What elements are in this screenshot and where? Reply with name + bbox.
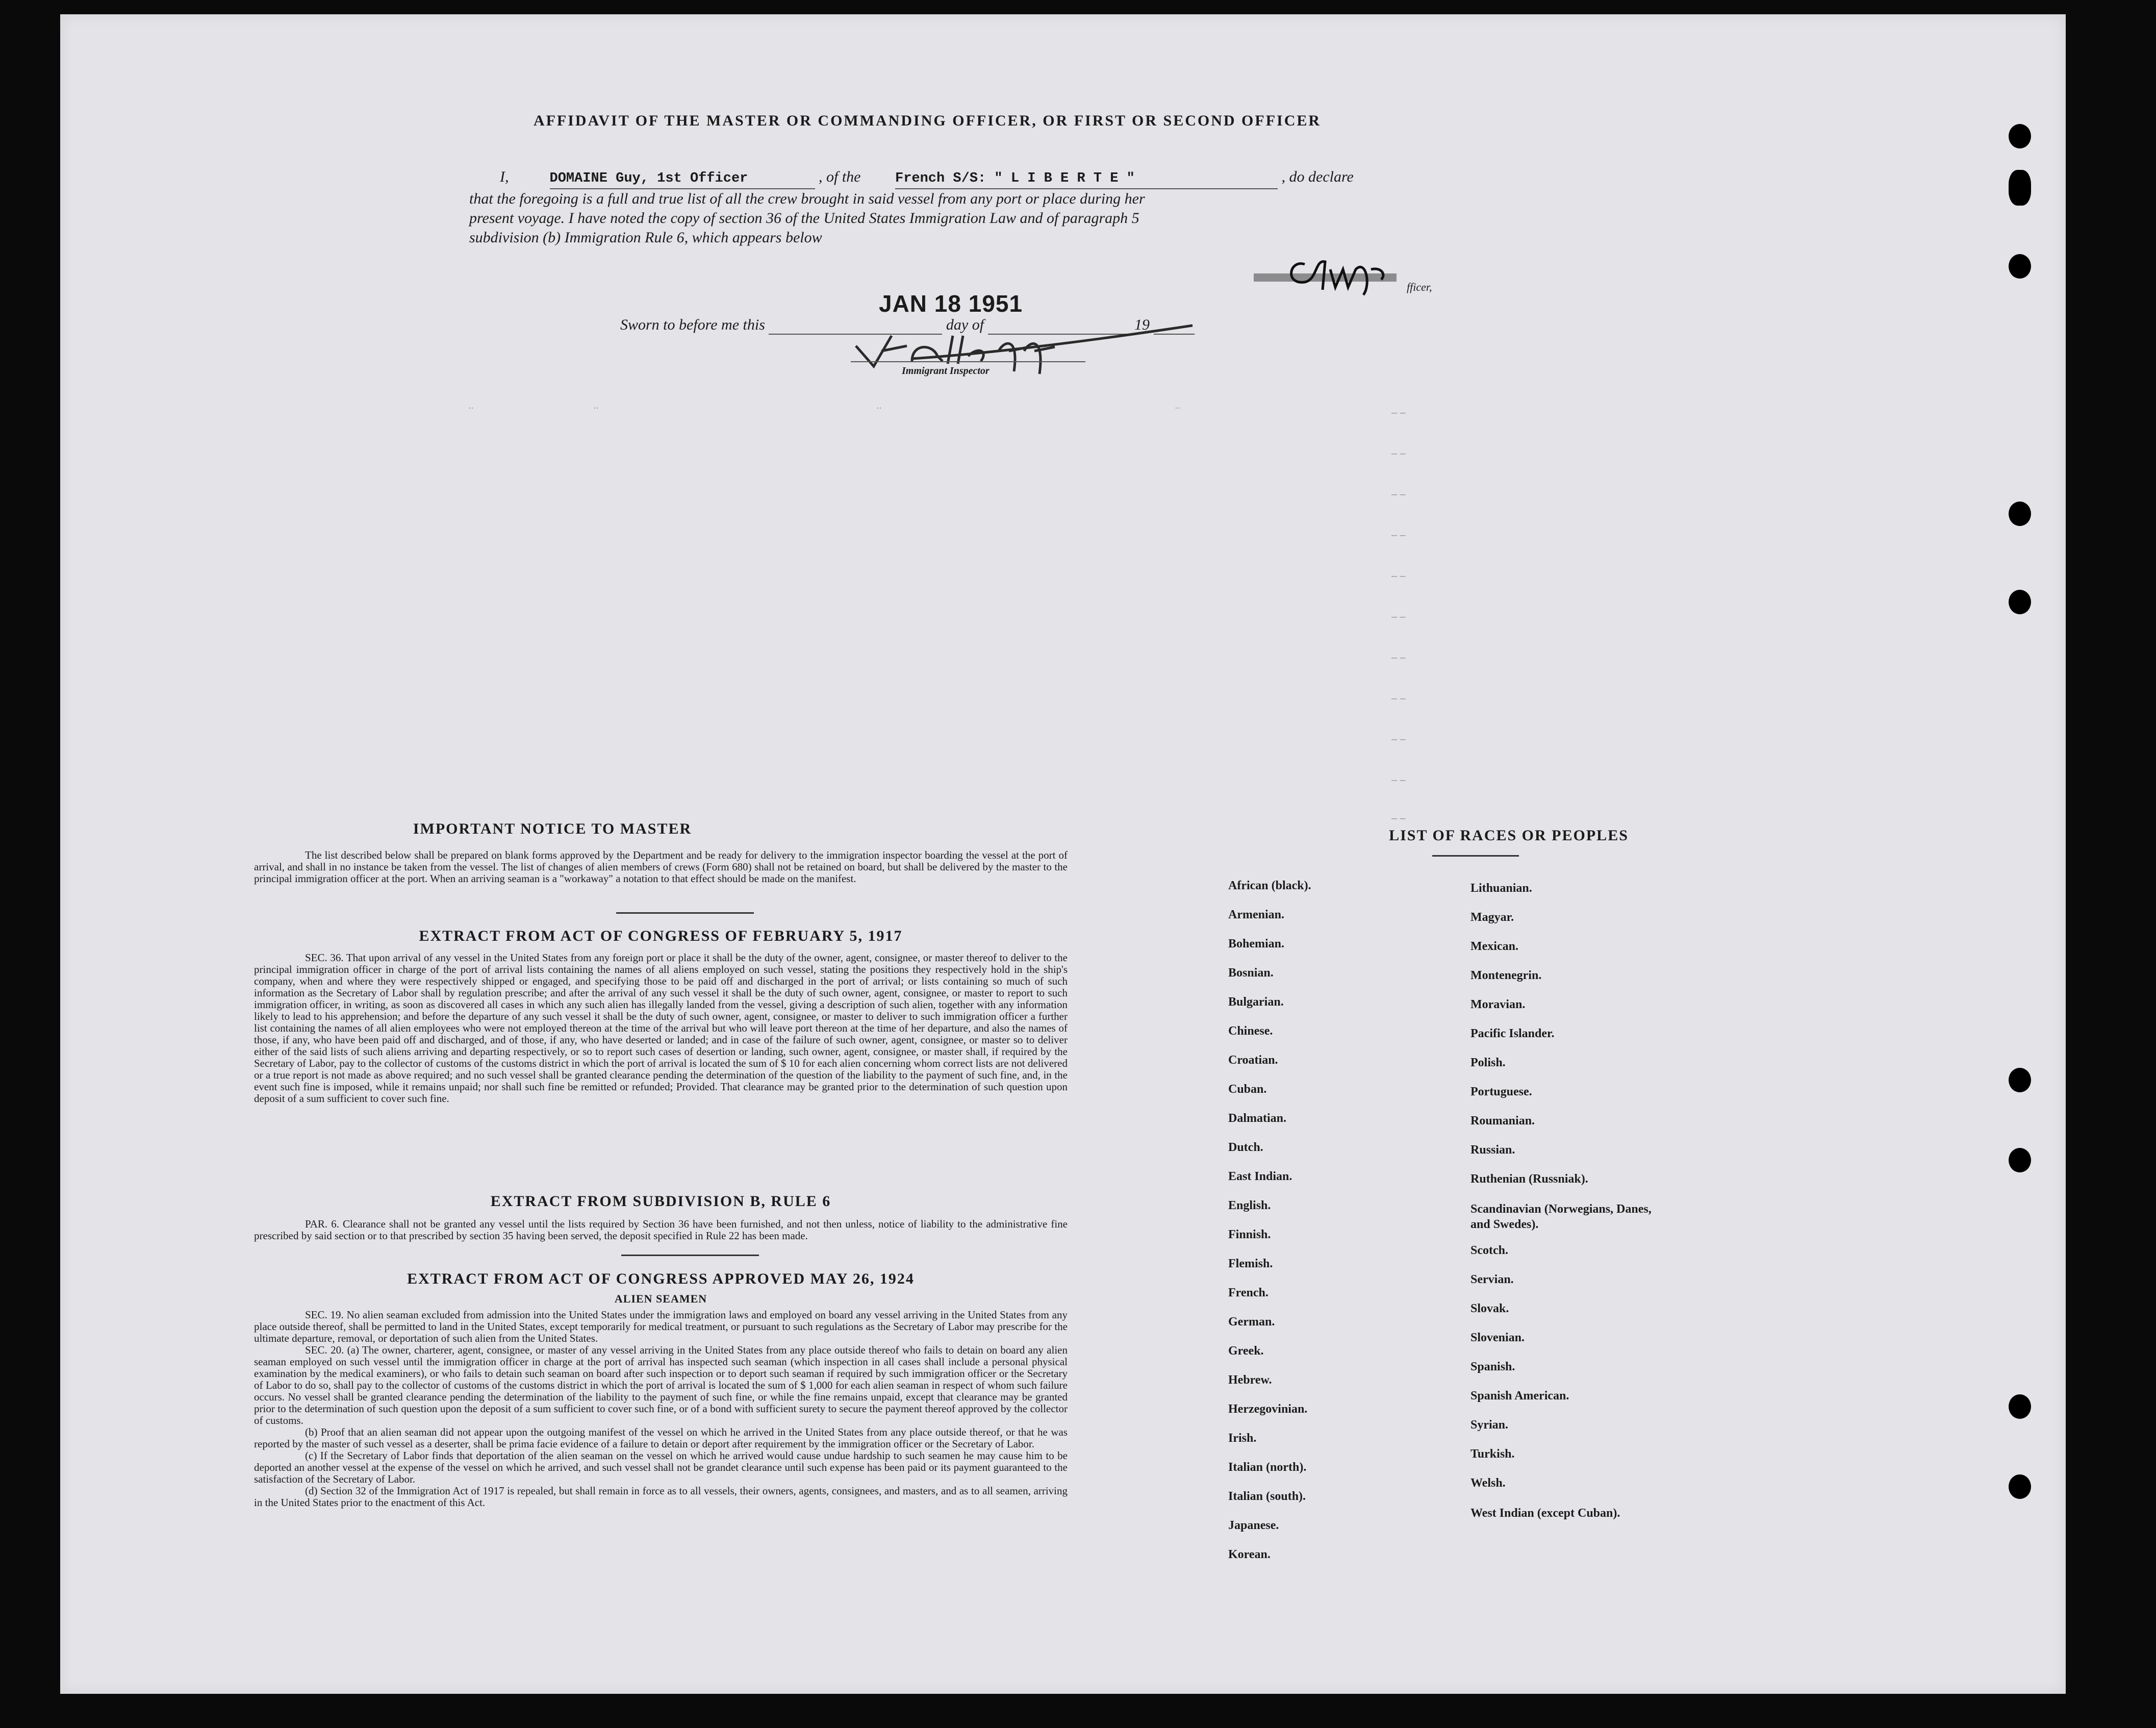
subdivision-b-text: PAR. 6. Clearance shall not be granted any vessel until the lists required by Section 36 have been furnished, and not then unless, notice of liability to the administrative fine prescribed by said section or to that prescribed by section 35 having been served, the deposit specified in Rule 22 has been made. [254,1218,1068,1242]
race-item: Cuban. [1228,1083,1267,1096]
race-item: Korean. [1228,1548,1271,1561]
year-prefix: 19 [1134,316,1150,333]
race-item: Syrian. [1470,1418,1509,1432]
extract-1917-heading: EXTRACT FROM ACT OF CONGRESS OF FEBRUARY 5, 1917 [419,928,903,944]
officer-suffix: fficer, [1407,281,1432,293]
alien-seamen-subheading: ALIEN SEAMEN [614,1292,707,1305]
race-item: Spanish American. [1470,1389,1569,1403]
race-item: Portuguese. [1470,1085,1532,1098]
race-item: Slovenian. [1470,1331,1525,1344]
race-item: Lithuanian. [1470,882,1532,895]
do-declare-label: , do declare [1281,168,1354,185]
race-item: Moravian. [1470,998,1526,1011]
punch-hole [2009,1068,2031,1092]
notice-text: The list described below shall be prepared on blank forms approved by the Department and be ready for delivery to the immigration inspector boarding the vessel at the port of arrival, and shall in no instance be taken from the vessel. The list of changes of alien members of crews (Form 680) shall not be retained on board, but shall be delivered by the master to the principal immigration officer at the port. When an arriving seaman is a "workaway" a notation to that effect should be made on the manifest. [254,849,1068,885]
race-item: Ruthenian (Russniak). [1470,1172,1588,1186]
race-item: Bosnian. [1228,966,1274,980]
sworn-label: Sworn to before me this [620,316,765,333]
affidavit-line: that the foregoing is a full and true list of all the crew brought in said vessel from any port or place during her [469,190,1145,207]
affidavit-line: subdivision (b) Immigration Rule 6, which appears below [469,229,822,246]
notice-heading: IMPORTANT NOTICE TO MASTER [413,820,692,837]
race-item: Magyar. [1470,911,1514,924]
race-item: Spanish. [1470,1360,1515,1373]
punch-hole [2009,1394,2031,1419]
race-item: Croatian. [1228,1054,1278,1067]
affidavit-line: present voyage. I have noted the copy of section 36 of the United States Immigration Law and of paragraph 5 [469,210,1139,227]
races-heading: LIST OF RACES OR PEOPLES [1389,827,1629,844]
day-of-label: day of [946,316,984,333]
punch-hole [2009,502,2031,526]
divider [616,912,754,914]
race-item: Flemish. [1228,1257,1273,1270]
race-item: African (black). [1228,879,1311,892]
extract-1917-text: SEC. 36. That upon arrival of any vessel in the United States from any foreign port or place it shall be the duty of the owner, agent, consignee, or master thereof to deliver to the principal immigration officer in charge of the port of arrival lists containing the names of all aliens employed on such vessel, stating the positions they respectively hold in the ship's company, when and where they were respectively shipped or engaged, and specifying those to be paid off and discharged in the port of arrival; or lists containing so much of such information as the Secretary of Labor shall by regulation prescribe; and after the arrival of any such vessel it shall be the duty of such owner, agent, consignee, or master to report to such immigration officer, in writing, as soon as discovered all cases in which any such alien has illegally landed from the vessel, giving a description of such alien, together with any information likely to lead to his apprehension; and before the departure of any such vessel it shall be the duty of such owner, agent, consignee, or master to deliver to such immigration officer a further list containing the names of all alien employees who were not employed thereon at the time of the arrival but who will leave port thereon at the time of her departure, and also the names of those, if any, who have been paid off and discharged, and of those, if any, who have deserted or landed; and in case of the failure of such owner, agent, consignee, or master so to deliver either of the said lists of such aliens arriving and departing respectively, or so to report such cases of desertion or landing, such owner, agent, consignee, or master shall, if required by the Secretary of Labor, pay to the collector of customs of the customs district in which the port of arrival is located the sum of $ 10 for each alien concerning whom correct lists are not delivered or a true report is not made as above required; and no such vessel shall be granted clearance pending the determination of the question of the liability to the payment of such fine, and, in the event such fine is imposed, while it remains unpaid; nor shall such fine be remitted or refunded; Provided. That clearance may be granted prior to the determination of such question upon deposit of a sum sufficient to cover such fine. [254,951,1068,1105]
race-item: Dalmatian. [1228,1112,1286,1125]
inspector-line [851,361,1085,362]
divider [621,1255,759,1256]
race-item: Pacific Islander. [1470,1027,1555,1040]
sec-19-text: SEC. 19. No alien seaman excluded from admission into the United States under the immigration laws and employed on board any vessel arriving in the United States from any place outside thereof, shall be permitted to land in the United States, except temporarily for medical treatment, or pursuant to such regulations as the Secretary of Labor may prescribe for the ultimate departure, removal, or deportation of such alien from the United States. [254,1309,1068,1344]
race-item: West Indian (except Cuban). [1470,1507,1620,1520]
sec-20c-text: (c) If the Secretary of Labor finds that deportation of the alien seaman on the vessel on which he arrived would cause undue hardship to such seamen he may cause him to be deported an another vessel at the expense of the vessel on which he arrived, and such vessel shall not be grandet clearance until such expense has been paid or its payment guaranteed to the satisfaction of the Secretary of Labor. [254,1449,1068,1485]
race-item: Montenegrin. [1470,969,1542,982]
race-item: Turkish. [1470,1447,1515,1461]
punch-hole [2009,254,2031,279]
race-item: Scotch. [1470,1244,1508,1257]
race-item: Italian (north). [1228,1461,1307,1474]
race-item: Herzegovinian. [1228,1403,1308,1416]
i-label: I, [500,168,509,185]
divider [1432,855,1519,857]
race-item: French. [1228,1286,1269,1299]
race-item: Bulgarian. [1228,995,1284,1009]
officer-name-field[interactable]: DOMAINE Guy, 1st Officer [550,169,815,189]
race-item: Polish. [1470,1056,1506,1069]
affidavit-body [469,167,1500,247]
affidavit-heading: AFFIDAVIT OF THE MASTER OR COMMANDING OFFICER, OR FIRST OR SECOND OFFICER [533,112,1322,129]
punch-hole [2009,170,2031,206]
vessel-name-field[interactable]: French S/S: " L I B E R T E " [895,169,1278,189]
race-item: Greek. [1228,1344,1264,1358]
race-item: Servian. [1470,1273,1514,1286]
sec-20a-text: SEC. 20. (a) The owner, charterer, agent, consignee, or master of any vessel arriving in the United States from any place outside thereof who fails to detain on board any alien seaman employed on such vessel until the immigration officer in charge at the port of arrival has inspected such seaman (which inspection in all cases shall include a personal physical examination by the medical examiners), or who fails to detain such seaman on board after such inspection or to deport such seaman if required by such immigration officer or the Secretary of Labor to do so, shall pay to the collector of customs of the customs district in which the port of arrival is located the sum of $ 1,000 for each alien seaman in respect of whom such failure occurs. No vessel shall be granted clearance pending the determination of the liability to the payment of such fine, or while the fine remains unpaid, except that clearance may be granted prior to the determination of such question upon the deposit of a sum sufficient to cover such fine, or of a bond with sufficient surety to secure the payment thereof approved by the collector of customs. [254,1344,1068,1426]
race-item: Russian. [1470,1143,1515,1157]
punch-hole [2009,124,2031,148]
race-item: East Indian. [1228,1170,1292,1183]
race-item: Bohemian. [1228,937,1285,950]
sec-20b-text: (b) Proof that an alien seaman did not appear upon the outgoing manifest of the vessel on which he arrived in the United States from any place outside thereof, or that he was reported by the master of such vessel as a deserter, shall be prima facie evidence of a failure to detain or deport after requirement by the immigration officer or the Secretary of Labor. [254,1426,1068,1450]
race-item: Irish. [1228,1432,1257,1445]
extract-1924-body [254,1309,1068,1509]
punch-hole [2009,1148,2031,1172]
race-item: Armenian. [1228,908,1284,921]
race-item: Finnish. [1228,1228,1271,1241]
race-item: Japanese. [1228,1519,1279,1532]
race-item: Italian (south). [1228,1490,1306,1503]
race-item: Hebrew. [1228,1373,1272,1387]
of-the-label: , of the [819,168,861,185]
race-item: Scandinavian (Norwegians, Danes, and Swedes). [1470,1203,1652,1231]
race-item: Slovak. [1470,1302,1509,1315]
inspector-signature [835,315,1203,392]
date-stamp: JAN 18 1951 [879,290,1023,317]
officer-signature [1228,239,1514,300]
race-item: English. [1228,1199,1271,1212]
manifest-page: AFFIDAVIT OF THE MASTER OR COMMANDING OFFICER, OR FIRST OR SECOND OFFICER I, DOMAINE Guy, 1st Officer , of the French S/S: " L I B E R T E " , do declare that the foregoing is a full and true list of all the crew brought in said vessel from any port or place during her present voyage. I have noted the copy of section 36 of the United States Immigration Law and of paragraph 5 subdivision (b) Immigration Rule 6, which appears below fficer, JAN 18 1951 Sworn to before me this day of 19 Immigrant Inspector ᐧᐧ ᐧᐧ ᐧᐧ ᐧᐧ – – – – – – – – – – – – – – – – – – – – – – IMPORTANT NOTICE TO MASTER The list described below shall be prepared on blank forms approved by the Department and be ready for delivery to the immigration inspector boarding the vessel at the port of arrival, and shall in no instance be taken from the vessel. The list of changes of alien members of crews (Form 680) shall not be retained on board, but shall be delivered by the master to the principal immigration officer at the port. When an arriving seaman is a "workaway" a notation to that effect should be made on the manifest. EXTRACT FROM ACT OF CONGRESS OF FEBRUARY 5, 1917 SEC. 36. That upon arrival of any vessel in the United States from any foreign port or place it shall be the duty of the owner, agent, consignee, or master thereof to deliver to the principal immigration officer in charge of the port of arrival lists containing the names of all aliens employed on such vessel, stating the positions they respectively hold in the ship's company, when and where they were respectively shipped or engaged, and specifying those to be paid off and discharged in the port of arrival; or lists containing so much of such information as the Secretary of Labor shall by regulation prescribe; and after the arrival of any such vessel it shall be the duty of such owner, agent, consignee, or master to report to such immigration officer, in writing, as soon as discovered all cases in which any such alien has illegally landed from the vessel, giving a description of such alien, together with any information likely to lead to his apprehension; and before the departure of any such vessel it shall be the duty of such owner, agent, consignee, or master to deliver to such immigration officer a further list containing the names of all alien employees who were not employed thereon at the time of the arrival but who will leave port thereon at the time of her departure, and also the names of those, if any, who have been paid off and discharged, and of those, if any, who have deserted or landed; and in case of the failure of such owner, agent, consignee, or master so to deliver either of the said lists of such aliens arriving and departing respectively, or so to report such cases of desertion or landing, such owner, agent, consignee, or master shall, if required by the Secretary of Labor, pay to the collector of customs of the customs district in which the port of arrival is located the sum of $ 10 for each alien concerning whom correct lists are not delivered or a true report is not made as above required; and no such vessel shall be granted clearance pending the determination of the question of the liability to the payment of such fine, and, in the event such fine is imposed, while it remains unpaid; nor shall such fine be remitted or refunded; Provided. That clearance may be granted prior to the determination of such question upon deposit of a sum sufficient to cover such fine. EXTRACT FROM SUBDIVISION B, RULE 6 PAR. 6. Clearance shall not be granted any vessel until the lists required by Section 36 have been furnished, and not then unless, notice of liability to the administrative fine prescribed by said section or to that prescribed by section 35 having been served, the deposit specified in Rule 22 has been made. EXTRACT FROM ACT OF CONGRESS APPROVED MAY 26, 1924 ALIEN SEAMEN SEC. 19. No alien seaman excluded from admission into the United States under the immigration laws and employed on board any vessel arriving in the United States from any place outside thereof, shall be permitted to land in the United States, except temporarily for medical treatment, or pursuant to such regulations as the Secretary of Labor may prescribe for the ultimate departure, removal, or deportation of such alien from the United States. SEC. 20. (a) The owner, charterer, agent, consignee, or master of any vessel arriving in the United States from any place outside thereof who fails to detain on board any alien seaman employed on such vessel until the immigration officer in charge at the port of arrival has inspected such seaman (which inspection in all cases shall include a personal physical examination by the medical examiners), or who fails to detain such seaman on board after such inspection or to deport such seaman if required by such immigration officer or the Secretary of Labor to do so, shall pay to the collector of customs of the customs district in which the port of arrival is located the sum of $ 1,000 for each alien seaman in respect of whom such failure occurs. No vessel shall be granted clearance pending the determination of the liability to the payment of such fine, or while the fine remains unpaid, except that clearance may be granted prior to the determination of such question upon the deposit of a sum sufficient to cover such fine, or of a bond with sufficient surety to secure the payment thereof approved by the collector of customs. (b) Proof that an alien seaman did not appear upon the outgoing manifest of the vessel on which he arrived in the United States from any place outside thereof, or that he was reported by the master of such vessel as a deserter, shall be prima facie evidence of a failure to detain or deport after requirement by the immigration officer or the Secretary of Labor. (c) If the Secretary of Labor finds that deportation of the alien seaman on the vessel on which he arrived would cause undue hardship to such seamen he may cause him to be deported an another vessel at the expense of the vessel on which he arrived, and such vessel shall not be grandet clearance until such expense has been paid or its payment guaranteed to the satisfaction of the Secretary of Labor. (d) Section 32 of the Immigration Act of 1917 is repealed, but shall remain in force as to all vessels, their owners, agents, consignees, and masters, and as to all seamen, arriving in the United States prior to the enactment of this Act. LIST OF RACES OR PEOPLES African (black). Armenian. Bohemian. Bosnian. Bulgarian. Chinese. Croatian. Cuban. Dalmatian. Dutch. East Indian. English. Finnish. Flemish. French. German. Greek. Hebrew. Herzegovinian. Irish. Italian (north). Italian (south). Japanese. Korean. Lithuanian. Magyar. Mexican. Montenegrin. Moravian. Pacific Islander. Polish. Portuguese. Roumanian. Russian. Ruthenian (Russniak). Scandinavian (Norwegians, Danes, and Swedes). Scotch. Servian. Slovak. Slovenian. Spanish. Spanish American. Syrian. Turkish. Welsh. West Indian (except Cuban). [60,14,2066,1694]
inspector-label: Immigrant Inspector [902,365,990,377]
race-item: German. [1228,1315,1275,1329]
race-item: Chinese. [1228,1024,1273,1038]
subdivision-b-heading: EXTRACT FROM SUBDIVISION B, RULE 6 [490,1193,831,1210]
race-item: Mexican. [1470,940,1518,953]
punch-hole [2009,590,2031,614]
punch-hole [2009,1474,2031,1499]
sec-20d-text: (d) Section 32 of the Immigration Act of 1917 is repealed, but shall remain in force as to all vessels, their owners, agents, consignees, and masters, and as to all seamen, arriving in the United States prior to the enactment of this Act. [254,1485,1068,1509]
race-item: Welsh. [1470,1476,1506,1490]
race-item: Dutch. [1228,1141,1263,1154]
extract-1924-heading: EXTRACT FROM ACT OF CONGRESS APPROVED MAY 26, 1924 [407,1270,915,1287]
race-item: Roumanian. [1470,1114,1535,1128]
